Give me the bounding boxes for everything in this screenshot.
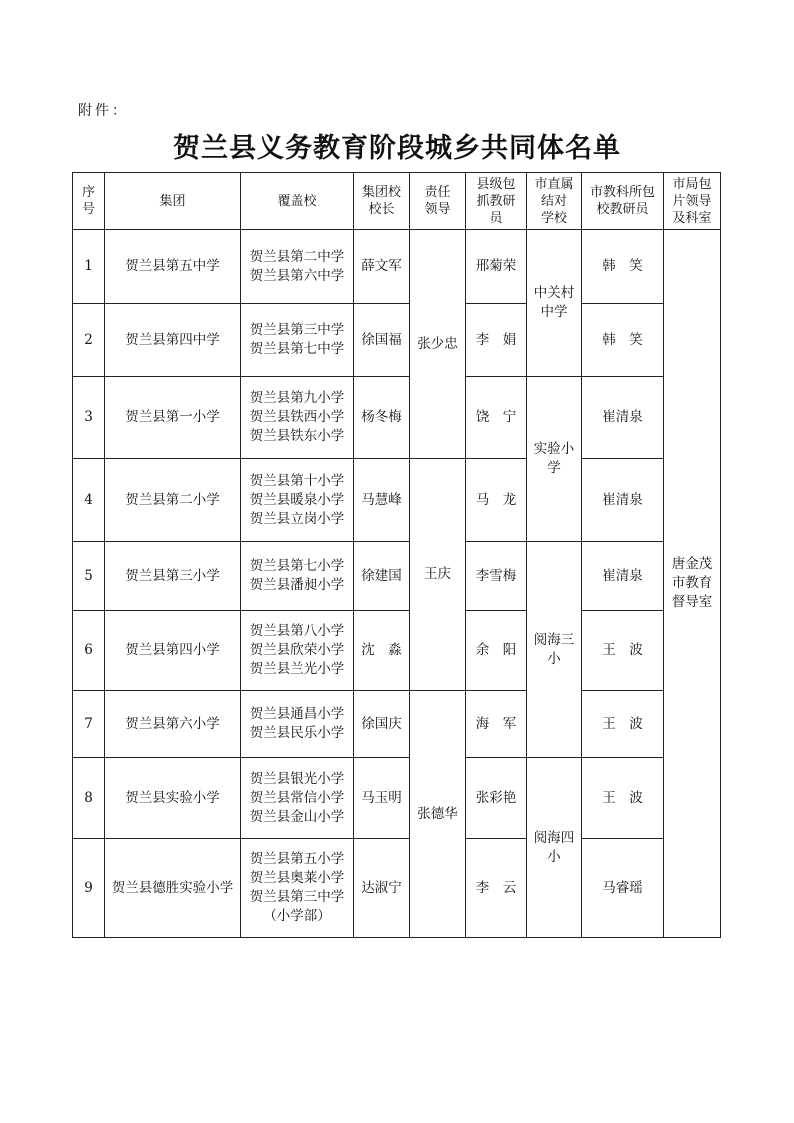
cell-coverage: 贺兰县通昌小学 贺兰县民乐小学 xyxy=(241,691,354,758)
cell-county-staff: 李雪梅 xyxy=(466,542,527,611)
cell-coverage: 贺兰县第九小学 贺兰县铁西小学贺兰县铁东小学 xyxy=(241,377,354,459)
table-row xyxy=(73,758,721,839)
cell-city-school: 阅海三小 xyxy=(527,542,582,758)
cell-leader: 张德华 xyxy=(410,691,466,938)
cell-seq: 2 xyxy=(73,304,105,377)
header-group: 集团 xyxy=(105,173,241,230)
cell-principal: 马玉明 xyxy=(354,758,410,839)
table-row xyxy=(73,459,721,542)
cell-city-staff: 马睿瑶 xyxy=(582,839,664,938)
cell-seq: 5 xyxy=(73,542,105,611)
table-row xyxy=(73,230,721,304)
cell-group: 贺兰县第三小学 xyxy=(105,542,241,611)
cell-group: 贺兰县第二小学 xyxy=(105,459,241,542)
cell-coverage: 贺兰县第二中学 贺兰县第六中学 xyxy=(241,230,354,304)
community-table xyxy=(72,172,721,938)
cell-city-staff: 王 波 xyxy=(582,758,664,839)
cell-city-staff: 崔清泉 xyxy=(582,377,664,459)
cell-city-staff: 王 波 xyxy=(582,611,664,691)
cell-principal: 徐国福 xyxy=(354,304,410,377)
header-bureau: 市局包 片领导 及科室 xyxy=(664,173,721,230)
cell-county-staff: 李 娟 xyxy=(466,304,527,377)
cell-principal: 杨冬梅 xyxy=(354,377,410,459)
cell-city-staff: 崔清泉 xyxy=(582,459,664,542)
cell-group: 贺兰县第一小学 xyxy=(105,377,241,459)
cell-city-staff: 韩 笑 xyxy=(582,304,664,377)
cell-city-school: 实验小学 xyxy=(527,377,582,542)
cell-seq: 1 xyxy=(73,230,105,304)
cell-county-staff: 马 龙 xyxy=(466,459,527,542)
table-row xyxy=(73,691,721,758)
header-city-school: 市直属 结对 学校 xyxy=(527,173,582,230)
cell-seq: 6 xyxy=(73,611,105,691)
attachment-label: 附件： xyxy=(78,103,129,119)
cell-city-staff: 韩 笑 xyxy=(582,230,664,304)
cell-city-school: 阅海四小 xyxy=(527,758,582,938)
header-seq: 序 号 xyxy=(73,173,105,230)
cell-group: 贺兰县第五中学 xyxy=(105,230,241,304)
cell-group: 贺兰县第四小学 xyxy=(105,611,241,691)
cell-principal: 徐国庆 xyxy=(354,691,410,758)
header-principal: 集团校 校长 xyxy=(354,173,410,230)
table-row xyxy=(73,542,721,611)
cell-group: 贺兰县第四中学 xyxy=(105,304,241,377)
cell-group: 贺兰县实验小学 xyxy=(105,758,241,839)
cell-principal: 薛文军 xyxy=(354,230,410,304)
table-row xyxy=(73,377,721,459)
cell-county-staff: 邢菊荣 xyxy=(466,230,527,304)
cell-city-staff: 崔清泉 xyxy=(582,542,664,611)
cell-county-staff: 余 阳 xyxy=(466,611,527,691)
cell-coverage: 贺兰县第十小学 贺兰县暖泉小学 贺兰县立岗小学 xyxy=(241,459,354,542)
cell-seq: 4 xyxy=(73,459,105,542)
cell-seq: 9 xyxy=(73,839,105,938)
cell-county-staff: 李 云 xyxy=(466,839,527,938)
header-row xyxy=(73,173,721,230)
cell-coverage: 贺兰县银光小学 贺兰县常信小学 贺兰县金山小学 xyxy=(241,758,354,839)
cell-principal: 达淑宁 xyxy=(354,839,410,938)
cell-coverage: 贺兰县第三中学 贺兰县第七中学 xyxy=(241,304,354,377)
cell-leader: 王庆 xyxy=(410,459,466,691)
cell-seq: 3 xyxy=(73,377,105,459)
cell-county-staff: 饶 宁 xyxy=(466,377,527,459)
document-title: 贺兰县义务教育阶段城乡共同体名单 xyxy=(173,133,621,164)
header-coverage: 覆盖校 xyxy=(241,173,354,230)
cell-seq: 7 xyxy=(73,691,105,758)
cell-principal: 沈 淼 xyxy=(354,611,410,691)
cell-coverage: 贺兰县第八小学 贺兰县欣荣小学 贺兰县兰光小学 xyxy=(241,611,354,691)
header-city-staff: 市教科所包 校教研员 xyxy=(582,173,664,230)
header-leader: 责任 领导 xyxy=(410,173,466,230)
table-row xyxy=(73,611,721,691)
cell-city-school: 中关村中学 xyxy=(527,230,582,377)
cell-group: 贺兰县第六小学 xyxy=(105,691,241,758)
header-county-staff: 县级包 抓教研 员 xyxy=(466,173,527,230)
cell-seq: 8 xyxy=(73,758,105,839)
cell-coverage: 贺兰县第五小学 贺兰县奥莱小学贺兰县第三中学（小学部） xyxy=(241,839,354,938)
table-row xyxy=(73,839,721,938)
cell-leader: 张少忠 xyxy=(410,230,466,459)
cell-county-staff: 海 军 xyxy=(466,691,527,758)
cell-principal: 徐建国 xyxy=(354,542,410,611)
cell-principal: 马慧峰 xyxy=(354,459,410,542)
cell-county-staff: 张彩艳 xyxy=(466,758,527,839)
cell-group: 贺兰县德胜实验小学 xyxy=(105,839,241,938)
table-row xyxy=(73,304,721,377)
cell-bureau: 唐金茂市教育督导室 xyxy=(664,230,721,938)
cell-city-staff: 王 波 xyxy=(582,691,664,758)
cell-coverage: 贺兰县第七小学 贺兰县潘昶小学 xyxy=(241,542,354,611)
